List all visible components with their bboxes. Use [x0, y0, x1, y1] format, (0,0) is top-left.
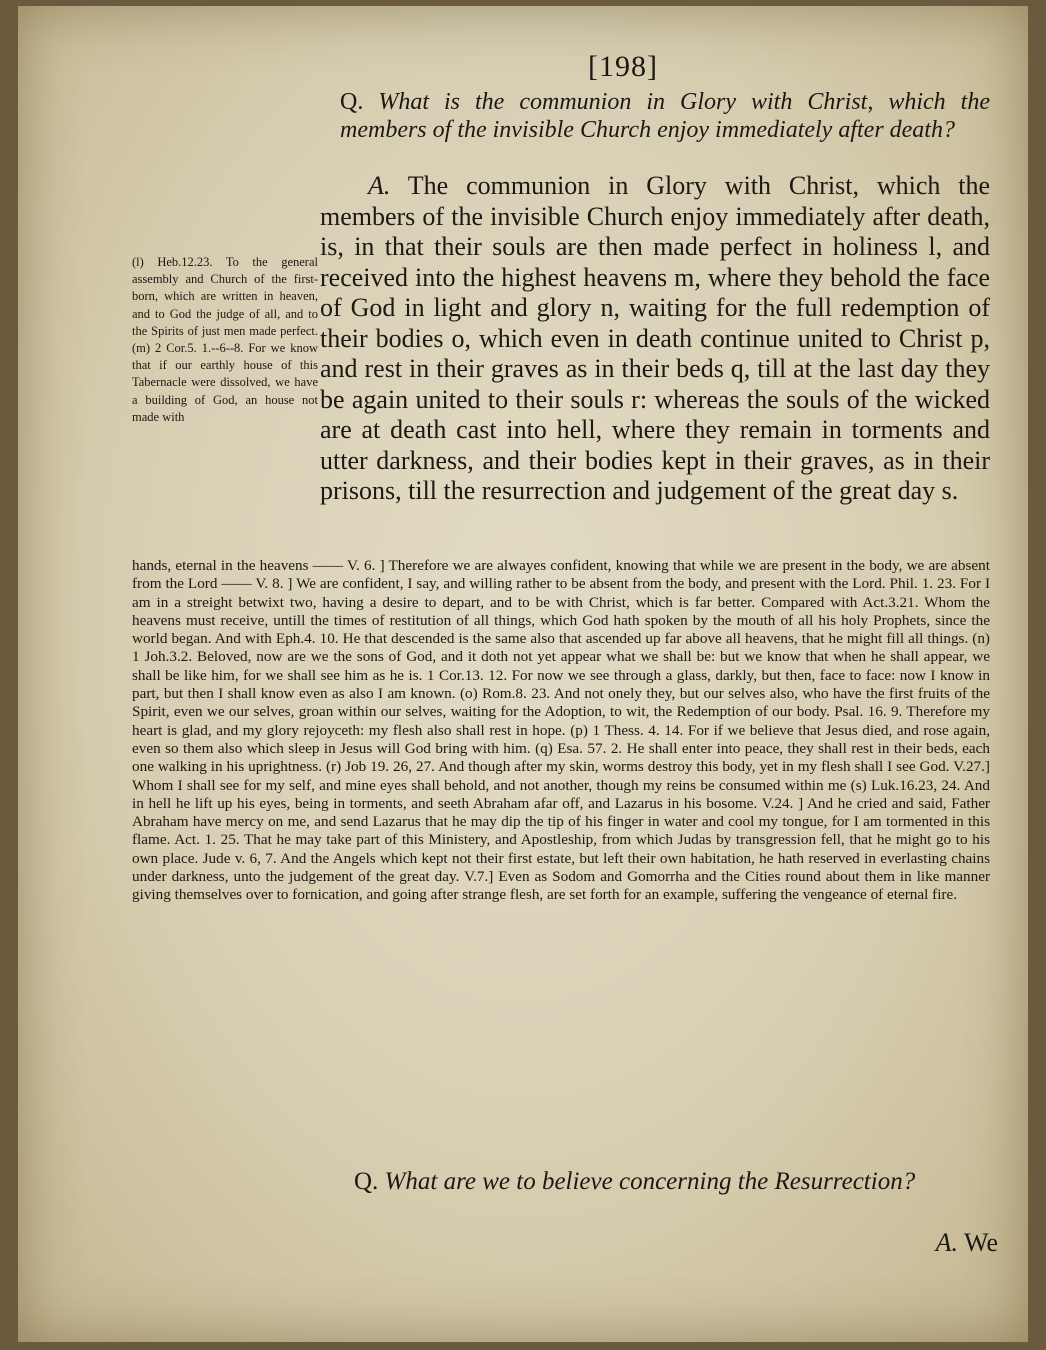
question-1	[340, 88, 990, 144]
question-1-label: Q.	[340, 89, 364, 115]
question-2	[354, 1166, 994, 1198]
answer-1-label: A.	[368, 171, 391, 200]
page-number: [198]	[588, 50, 658, 83]
book-page	[18, 6, 1028, 1342]
catchword-text: We	[964, 1228, 998, 1257]
question-2-text: What are we to believe concerning the Resurrection?	[384, 1168, 916, 1195]
catchword	[898, 1228, 998, 1258]
catchword-label: A.	[935, 1228, 958, 1257]
answer-1-text: The communion in Glory with Christ, which the members of the invisible Church enjoy immediately after death, is, in that their souls are then made perfect in holiness l, and received into the highest heavens m, where they behold the face of God in light and glory n, waiting for the full redemption of their bodies o, which even in death continue united to Christ p, and rest in their graves as in their beds q, till at the last day they be again united to their souls r: whereas the souls of the wicked are at death cast into hell, where they remain in torments and utter darkness, and their bodies kept in their graves, as in their prisons, till the resurrection and judgement of the great day s.	[320, 171, 991, 505]
scripture-footnotes: hands, eternal in the heavens —— V. 6. ] Therefore we are alwayes confident, knowing that while we are present in the body, we are absent from the Lord —— V. 8. ] We are confident, I say, and willing rather to be absent from the body, and present with the Lord. Phil. 1. 23. For I am in a streight betwixt two, having a desire to depart, and to be with Christ, which is far better. Compared with Act.3.21. Whom the heavens must receive, untill the times of restitution of all things, which God hath spoken by the mouth of all his holy Prophets, since the world began. And with Eph.4. 10. He that descended is the same also that ascended up far above all heavens, that he might fill all things. (n) 1 Joh.3.2. Beloved, now are we the sons of God, and it doth not yet appear what we shall be: but we know that when he shall appear, we shall be like him, for we shall see him as he is. 1 Cor.13. 12. For now we see through a glass, darkly, but then, face to face: now I know in part, but then I shall know even as also I am known. (o) Rom.8. 23. And not onely they, but our selves also, who have the first fruits of the Spirit, even we our selves, groan within our selves, waiting for the Adoption, to wit, the Redemption of our body. Psal. 16. 9. Therefore my heart is glad, and my glory rejoyceth: my flesh also shall rest in hope. (p) 1 Thess. 4. 14. For if we believe that Jesus died, and rose again, even so them also which sleep in Jesus will God bring with him. (q) Esa. 57. 2. He shall enter into peace, they shall rest in their beds, each one walking in his uprightness. (r) Job 19. 26, 27. And though after my skin, worms destroy this body, yet in my flesh shall I see God. V.27.] Whom I shall see for my self, and mine eyes shall behold, and not another, though my reins be consumed within me (s) Luk.16.23, 24. And in hell he lift up his eyes, being in torments, and seeth Abraham afar off, and Lazarus in his bosome. V.24. ] And he cried and said, Father Abraham have mercy on me, and send Lazarus that he may dip the tip of his finger in water and cool my tongue, for I am tormented in this flame. Act. 1. 25. That he may take part of this Ministery, and Apostleship, from which Judas by transgression fell, that he might go to his own place. Jude v. 6, 7. And the Angels which kept not their first estate, but left their own habitation, he hath reserved in everlasting chains under darkness, unto the judgement of the great day. V.7.] Even as Sodom and Gomorrha and the Cities round about them in like manner giving themselves over to fornication, and going after strange flesh, are set forth for an example, suffering the vengeance of eternal fire.	[132, 557, 990, 904]
side-note: (l) Heb.12.23. To the general assembly and Church of the first-born, which are written in heaven, and to God the judge of all, and to the Spirits of just men made perfect. (m) 2 Cor.5. 1.--6--8. For we know that if our earthly house of this Tabernacle were dissolved, we have a building of God, an house not made with	[132, 255, 318, 424]
question-1-text: What is the communion in Glory with Christ, which the members of the invisible Church enjoy immediately after death?	[340, 89, 990, 143]
question-2-label: Q.	[354, 1168, 379, 1195]
answer-1	[320, 171, 990, 507]
